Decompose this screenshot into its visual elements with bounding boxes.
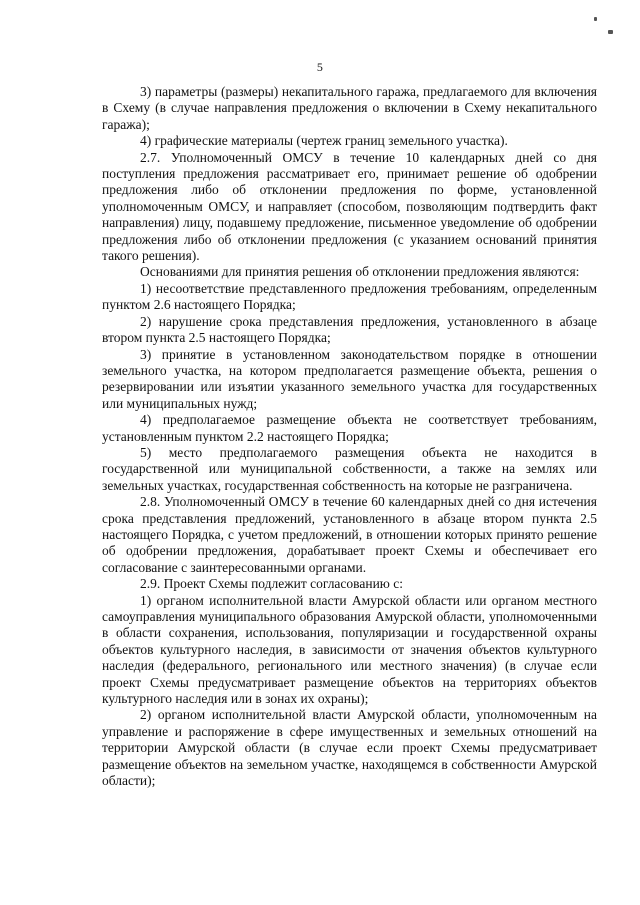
paragraph-ground-5: 5) место предполагаемого размещения объекта не находится в государственной или муниципальной собственности, а также на землях или земельных участках, государственная собственность на которые не разграничена.: [102, 444, 597, 493]
document-body: [102, 84, 597, 789]
paragraph-2-9: 2.9. Проект Схемы подлежит согласованию с:: [140, 576, 403, 592]
page-number: 5: [316, 60, 324, 74]
scan-speck-mark: [594, 17, 597, 21]
paragraph-ground-3: 3) принятие в установленном законодательством порядке в отношении земельного участка, на котором предполагается размещение объекта, решения о резервировании или изъятии указанного земельного участка для государственных или муниципальных нужд;: [102, 346, 597, 411]
paragraph-garage-parameters: 3) параметры (размеры) некапитального гаража, предлагаемого для включения в Схему (в случае направления предложения о включении в Схему некапитального гаража);: [102, 84, 597, 132]
paragraph-approval-2: 2) органом исполнительной власти Амурской области, уполномоченным на управление и распоряжение в сфере имущественных и земельных отношений на территории Амурской области (в случае если проект Схемы предусматривает размещение объектов на земельном участке, находящемся в собственности Амурской области);: [102, 707, 597, 789]
paragraph-ground-4: 4) предполагаемое размещение объекта не соответствует требованиям, установленным пунктом 2.2 настоящего Порядка;: [102, 412, 597, 444]
scan-speck-mark: [608, 30, 613, 34]
paragraph-ground-2: 2) нарушение срока представления предложения, установленного в абзаце втором пункта 2.5 настоящего Порядка;: [102, 313, 597, 346]
paragraph-graphic-materials: 4) графические материалы (чертеж границ земельного участка).: [140, 133, 508, 149]
paragraph-ground-1: 1) несоответствие представленного предложения требованиям, определенным пунктом 2.6 настоящего Порядка;: [102, 280, 597, 313]
paragraph-2-8: 2.8. Уполномоченный ОМСУ в течение 60 календарных дней со дня истечения срока представления предложений, установленного в абзаце втором пункта 2.5 настоящего Порядка, с учетом предложений, в отношении которых принято решение об одобрении предложения, дорабатывает проект Схемы и обеспечивает его согласование с заинтересованными органами.: [102, 494, 597, 575]
paragraph-rejection-grounds-intro: Основаниями для принятия решения об отклонении предложения являются:: [140, 264, 580, 280]
paragraph-approval-1: 1) органом исполнительной власти Амурской области или органом местного самоуправления муниципального образования Амурской области, уполномоченными в области сохранения, использования, популяризации и государственной охраны объектов культурного наследия, в зависимости от значения объектов культурного наследия (федерального, регионального или местного значения) (в случае если проект Схемы предусматривает размещение объектов на территориях объектов культурного наследия или в зонах их охраны);: [102, 592, 597, 707]
paragraph-2-7: 2.7. Уполномоченный ОМСУ в течение 10 календарных дней со дня поступления предложения рассматривает его, принимает решение об одобрении предложения либо об отклонении предложения по форме, установленной уполномоченным ОМСУ, и направляет (способом, позволяющим подтвердить факт направления) лицу, подавшему предложение, письменное уведомление об одобрении предложения либо об отклонении предложения (с указанием оснований принятия такого решения).: [102, 149, 597, 264]
